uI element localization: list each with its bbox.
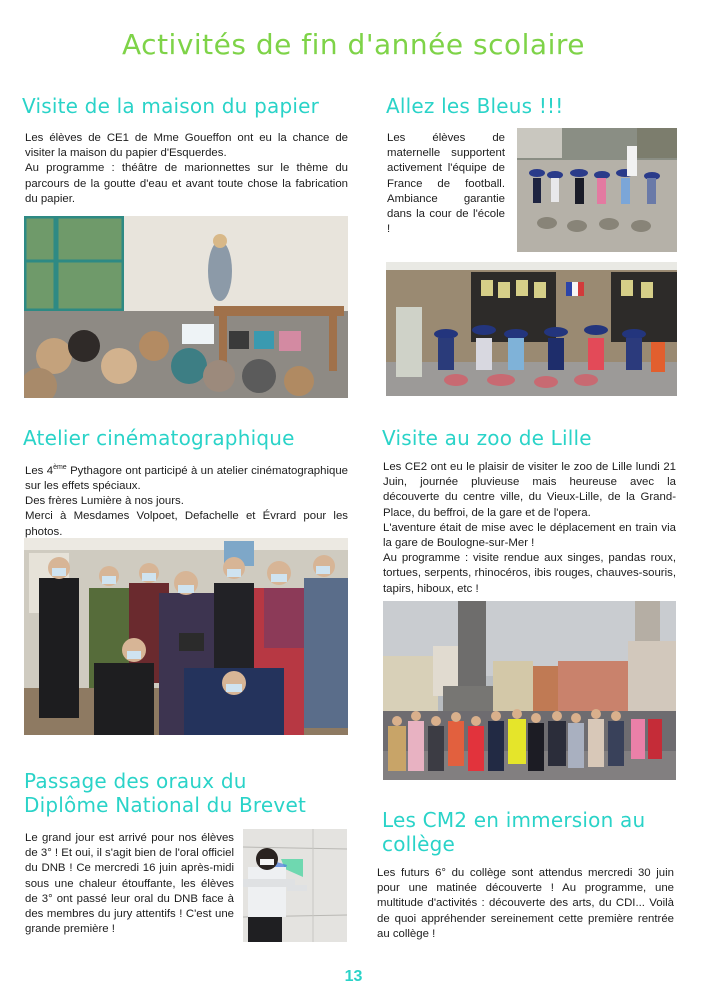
paragraph: Des frères Lumière à nos jours.	[25, 495, 184, 508]
page-title: Activités de fin d'année scolaire	[122, 28, 585, 61]
heading-allez-les-bleus: Allez les Bleus !!!	[386, 94, 564, 118]
photo-maison-du-papier	[24, 216, 348, 398]
paragraph: Au programme : visite rendue aux singes, pandas roux, tortues, serpents, rhinocéros, ibis rouges, chauves-souris, tapirs, hiboux, etc !	[383, 552, 676, 595]
photo-atelier-cinematographique	[24, 538, 348, 735]
heading-visite-zoo-de-lille: Visite au zoo de Lille	[382, 426, 592, 450]
paragraph: Les élèves de CE1 de Mme Goueffon ont eu la chance de visiter la maison du papier d'Esquerdes.	[25, 132, 348, 160]
paragraph: Les CE2 ont eu le plaisir de visiter le zoo de Lille lundi 21 Juin, journée pluvieuse mais heureuse avec la découverte du centre ville, du Vieux-Lille, de la Grand-Place, du beffroi, de la gare et de l'opera.	[383, 461, 676, 519]
article-allez-les-bleus-text: Les élèves de maternelle supportent activement l'équipe de France de football. Ambiance garantie dans la cour de l'école !	[387, 132, 505, 236]
heading-line: collège	[382, 832, 456, 856]
article-passage-des-oraux-text: Le grand jour est arrivé pour nos élèves de 3° ! Et oui, il s'agit bien de l'oral officiel du DNB ! Ce mercredi 16 juin après-midi sous une chaleur étouffante, les élèves de 3° ont passé leur oral du DNB face à des membres du jury attentifs ! C'est une grande première !	[25, 832, 234, 936]
paragraph: Les 4ème Pythagore ont participé à un atelier cinématographique sur les effets spéciaux.	[25, 464, 348, 492]
photo-passage-des-oraux	[243, 829, 347, 942]
heading-line: Diplôme National du Brevet	[24, 793, 307, 817]
heading-passage-des-oraux	[24, 769, 306, 817]
article-cm2-en-immersion-text: Les futurs 6° du collège sont attendus mercredi 30 juin pour une matinée découverte ! Au programme, une multitude d'activités : découverte des arts, du CDI... Voilà de quoi appréhender sereinement cette première rentrée au collège !	[377, 867, 674, 940]
heading-atelier-cinematographique: Atelier cinématographique	[23, 426, 295, 450]
article-visite-zoo-de-lille-text	[383, 460, 676, 597]
article-atelier-cinematographique-text	[25, 460, 348, 540]
page-number: 13	[344, 968, 363, 985]
photo-allez-les-bleus-groupe	[386, 262, 677, 396]
heading-line: Les CM2 en immersion au	[382, 808, 646, 832]
photo-visite-zoo-de-lille	[383, 601, 676, 780]
paragraph: L'aventure était de mise avec le déplacement en train via la gare de Boulogne-sur-Mer !	[383, 521, 676, 550]
article-maison-du-papier-text	[25, 131, 348, 207]
paragraph: Merci à Mesdames Volpoet, Defachelle et Évrard pour les photos.	[25, 510, 348, 538]
heading-maison-du-papier: Visite de la maison du papier	[22, 94, 320, 118]
paragraph: Au programme : théâtre de marionnettes sur le thème du parcours de la goutte d'eau et avant toute chose la fabrication du papier.	[25, 162, 348, 205]
heading-cm2-en-immersion	[382, 808, 645, 856]
heading-line: Passage des oraux du	[24, 769, 247, 793]
photo-allez-les-bleus-cour	[517, 128, 677, 252]
